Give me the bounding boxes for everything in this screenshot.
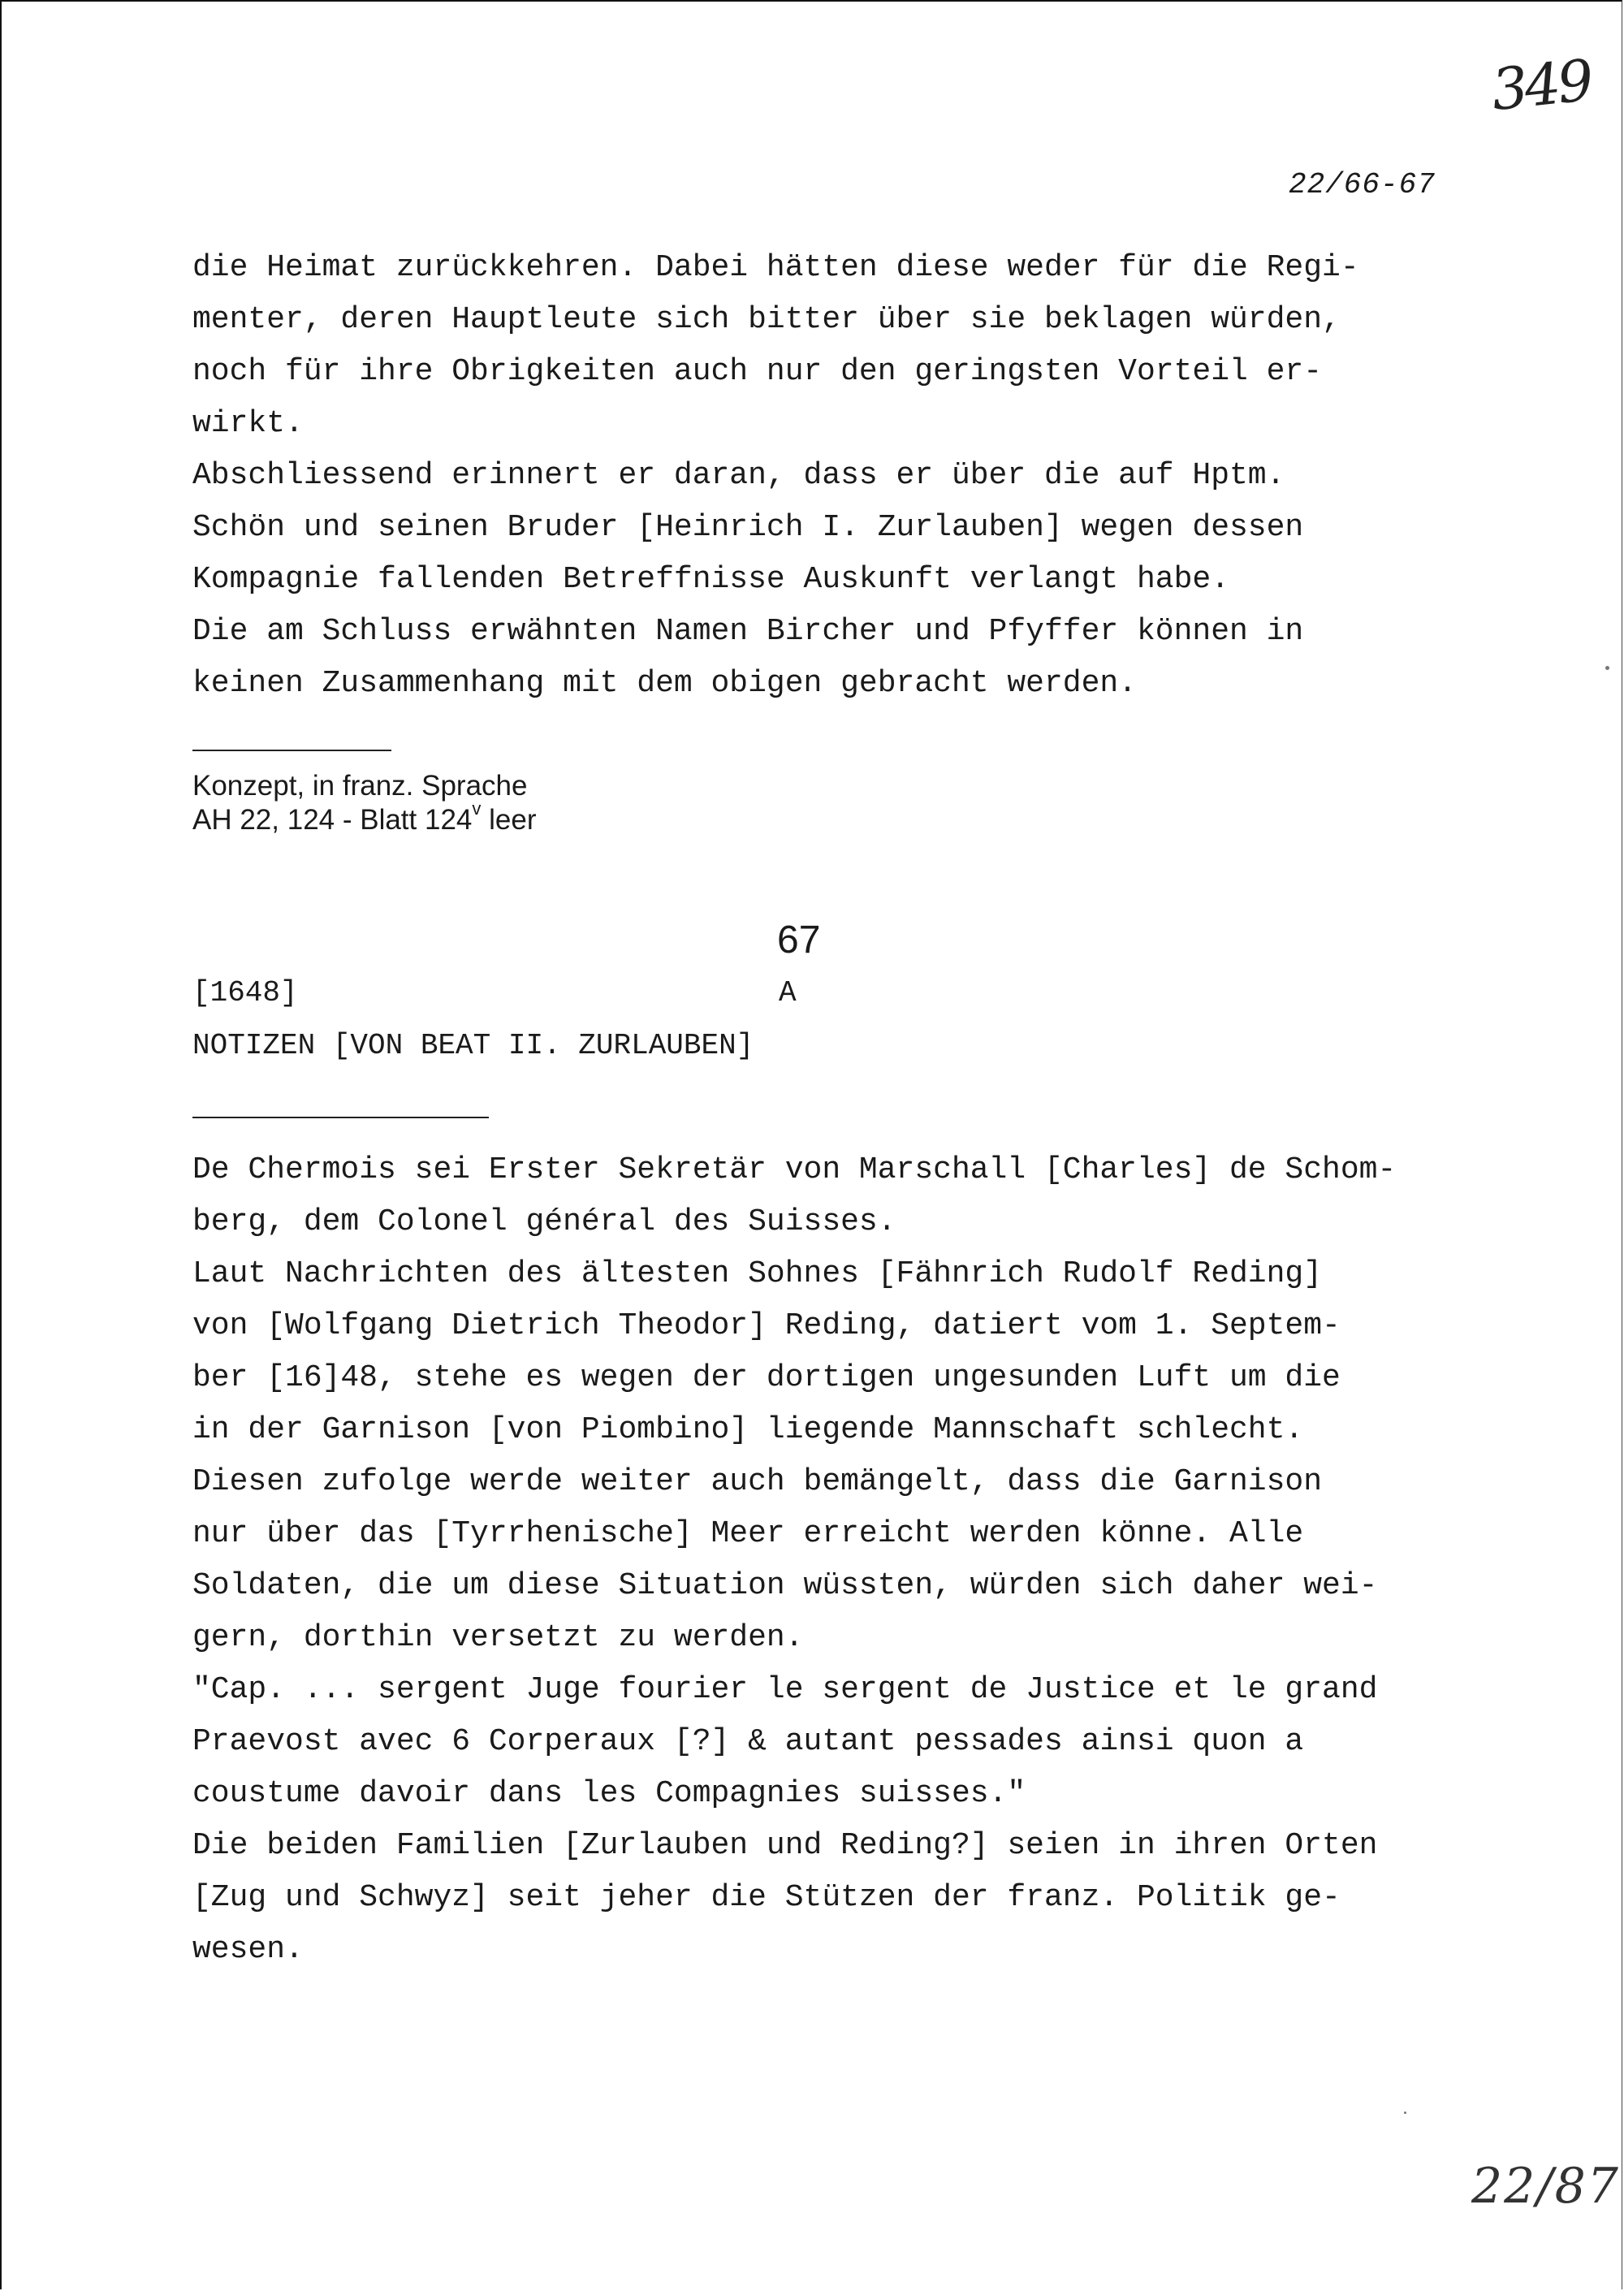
text-line: Die am Schluss erwähnten Namen Bircher und Pfyffer können in (192, 614, 1304, 649)
body-text (192, 1144, 1467, 1976)
document-reference: 22/66-67 (1289, 168, 1436, 201)
verso-mark: v (472, 798, 482, 819)
text-line: nur über das [Tyrrhenische] Meer erreicht werden könne. Alle (192, 1516, 1304, 1551)
document-date: [1648] (192, 976, 298, 1009)
text-line: Praevost avec 6 Corperaux [?] & autant pessades ainsi quon a (192, 1724, 1304, 1759)
scan-speck (1404, 2112, 1406, 2114)
text-line: von [Wolfgang Dietrich Theodor] Reding, datiert vom 1. Septem- (192, 1308, 1341, 1343)
text-line: wirkt. (192, 406, 304, 441)
separator-rule (192, 750, 391, 751)
text-line: coustume davoir dans les Compagnies suisses." (192, 1776, 1026, 1811)
text-line: wesen. (192, 1932, 304, 1967)
text-line: Abschliessend erinnert er daran, dass er über die auf Hptm. (192, 458, 1285, 493)
body-text-continued (192, 242, 1467, 710)
text-line: De Chermois sei Erster Sekretär von Marschall [Charles] de Schom- (192, 1152, 1397, 1187)
text-line: Soldaten, die um diese Situation wüssten, würden sich daher wei- (192, 1568, 1378, 1603)
scan-speck (1605, 666, 1609, 670)
separator-rule (192, 1117, 489, 1118)
text-line: berg, dem Colonel général des Suisses. (192, 1204, 896, 1239)
text-line: Schön und seinen Bruder [Heinrich I. Zurlauben] wegen dessen (192, 510, 1304, 545)
archive-citation (192, 798, 537, 836)
source-note: Konzept, in franz. Sprache (192, 770, 528, 802)
text-line: noch für ihre Obrigkeiten auch nur den geringsten Vorteil er- (192, 354, 1323, 389)
archive-number: 22/87 (1471, 2158, 1620, 2215)
document-heading: NOTIZEN [VON BEAT II. ZURLAUBEN] (192, 1029, 754, 1062)
text-line: Laut Nachrichten des ältesten Sohnes [Fähnrich Rudolf Reding] (192, 1256, 1323, 1291)
archive-citation-suffix: leer (481, 804, 537, 836)
text-line: Die beiden Familien [Zurlauben und Reding?] seien in ihren Orten (192, 1828, 1378, 1863)
text-line: Diesen zufolge werde weiter auch bemängelt, dass die Garnison (192, 1464, 1323, 1499)
text-line: [Zug und Schwyz] seit jeher die Stützen der franz. Politik ge- (192, 1880, 1341, 1915)
document-number: 67 (777, 919, 821, 962)
text-line: Kompagnie fallenden Betreffnisse Auskunft verlangt habe. (192, 562, 1230, 597)
text-line: in der Garnison [von Piombino] liegende Mannschaft schlecht. (192, 1412, 1304, 1447)
text-line: gern, dorthin versetzt zu werden. (192, 1620, 804, 1655)
document-letter: A (779, 976, 797, 1009)
text-line: keinen Zusammenhang mit dem obigen gebracht werden. (192, 666, 1137, 701)
archive-citation-main: AH 22, 124 - Blatt 124 (192, 804, 473, 836)
text-line: ber [16]48, stehe es wegen der dortigen ungesunden Luft um die (192, 1360, 1341, 1395)
text-line: menter, deren Hauptleute sich bitter über sie beklagen würden, (192, 302, 1341, 337)
text-line: die Heimat zurückkehren. Dabei hätten diese weder für die Regi- (192, 250, 1359, 285)
folio-number: 349 (1488, 46, 1594, 124)
text-line: "Cap. ... sergent Juge fourier le sergent de Justice et le grand (192, 1672, 1378, 1707)
